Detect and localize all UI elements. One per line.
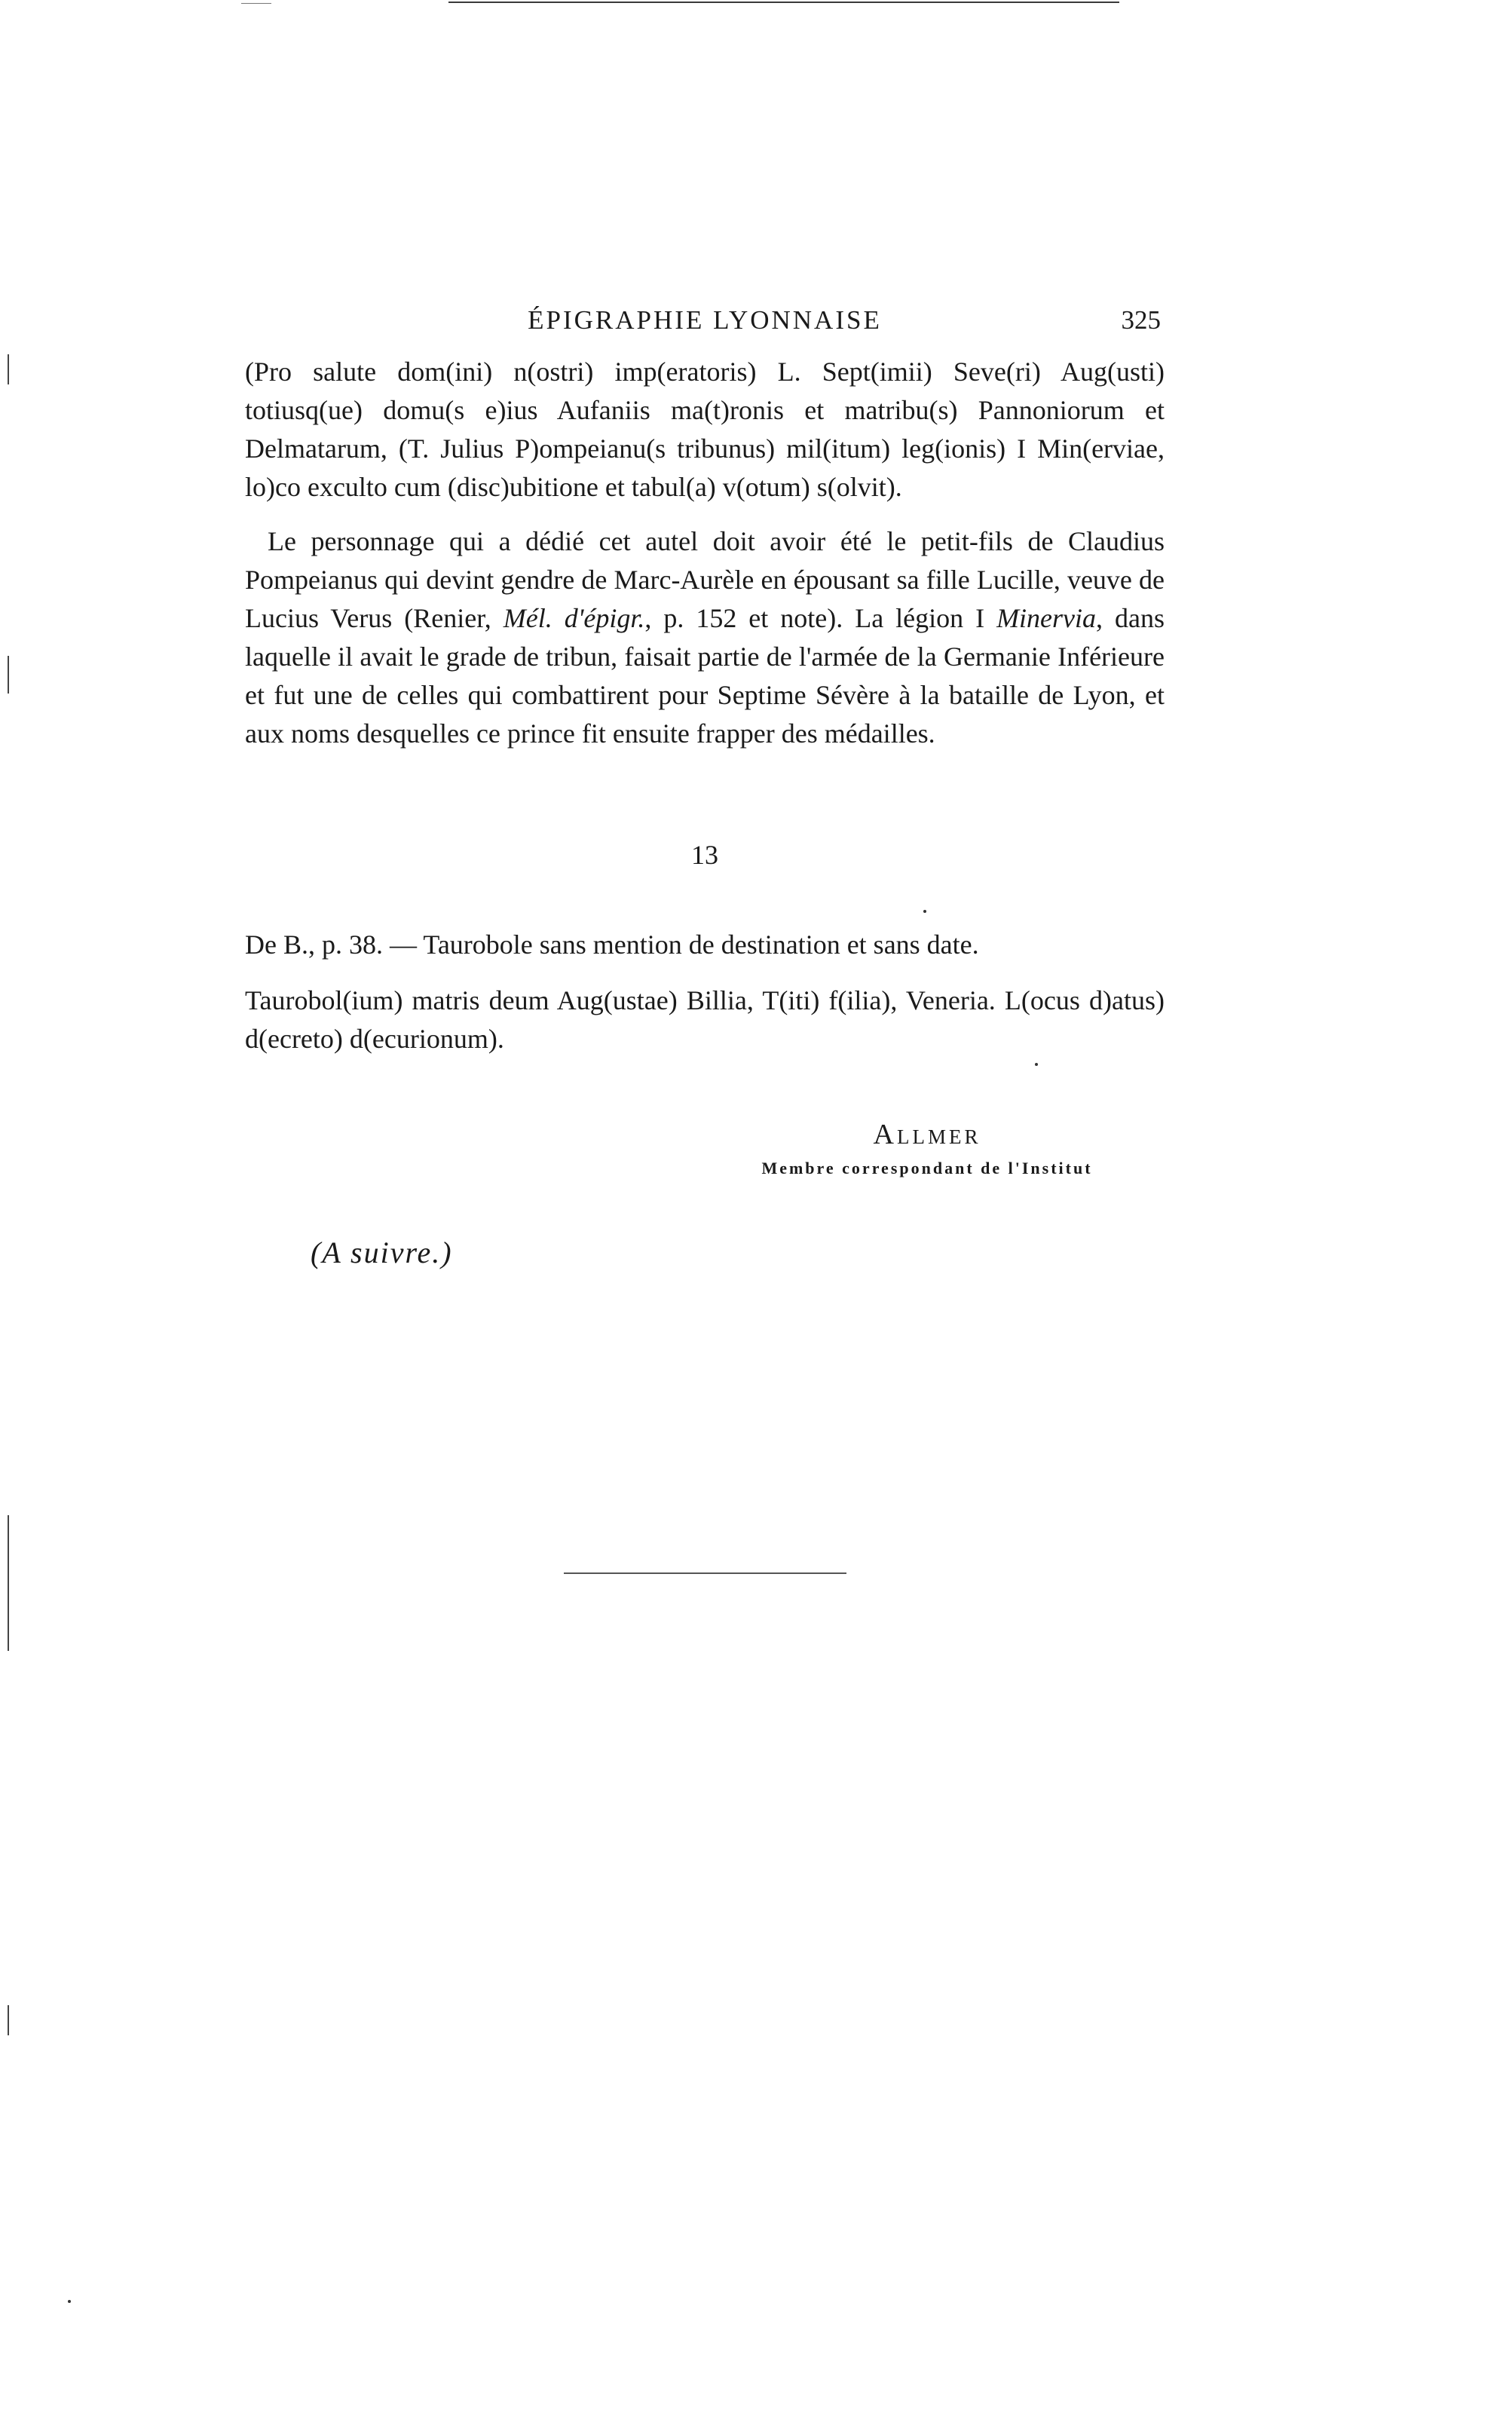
scan-speck: [68, 2300, 71, 2303]
inscription-latin-text: Taurobol(ium) matris deum Aug(ustae) Billia, T(iti) f(ilia), Veneria. L(ocus d)atus) d(ecreto) d(ecurionum).: [245, 985, 1165, 1054]
inscription-number: 13: [691, 840, 718, 870]
scan-edge-mark: [8, 656, 9, 694]
scan-top-rule-fragment: [241, 3, 271, 4]
scan-edge-mark: [8, 354, 9, 384]
scan-edge-mark: [8, 2005, 9, 2035]
page-number: 325: [1121, 305, 1161, 335]
scan-speck: [1035, 1063, 1038, 1066]
commentary-text-1: Le personnage qui a dédié cet autel doit avoir été le petit-fils de Claudius Pompeianus qui devint gendre de Marc-Aurèle en épousant sa fille Lucille, veuve de Lucius Verus (Renier,: [245, 526, 1165, 633]
scan-edge-mark: [8, 1515, 9, 1651]
inscription-latin-text: (Pro salute dom(ini) n(ostri) imp(eratoris) L. Sept(imii) Seve(ri) Aug(usti) totiusq(ue) domu(s e)ius Aufaniis ma(t)ronis et matribu(s) Pannoniorum et Delmatarum, (T. Julius P)ompeianu(s tribunus) mil(itum) leg(ionis) I Min(erviae, lo)co exculto cum (disc)ubitione et tabul(a) v(otum) s(olvit).: [245, 357, 1165, 502]
scan-speck: [923, 910, 926, 913]
author-name: Allmer: [873, 1119, 981, 1150]
commentary-text-3: , dans laquelle il avait le grade de tribun, faisait partie de l'armée de la Germanie Inférieure et fut une de celles qui combattirent pour Septime Sévère à la bataille de Lyon, et aux noms desquelles ce prince fit ensuite frapper des médailles.: [245, 603, 1165, 749]
legion-name: Minervia: [996, 603, 1097, 633]
commentary-paragraph: [245, 522, 1165, 753]
to-be-continued-note: (A suivre.): [311, 1236, 453, 1269]
section-divider-rule: [564, 1572, 846, 1574]
scan-top-rule: [448, 2, 1119, 3]
reference-title: Mél. d'épigr.: [503, 603, 645, 633]
commentary-text-2: , p. 152 et note). La légion I: [644, 603, 997, 633]
inscription-source: De B., p. 38. — Taurobole sans mention de destination et sans date.: [245, 929, 979, 960]
page-header: [249, 305, 1161, 343]
running-title: ÉPIGRAPHIE LYONNAISE: [528, 305, 882, 335]
author-title: Membre correspondant de l'Institut: [761, 1159, 1093, 1177]
